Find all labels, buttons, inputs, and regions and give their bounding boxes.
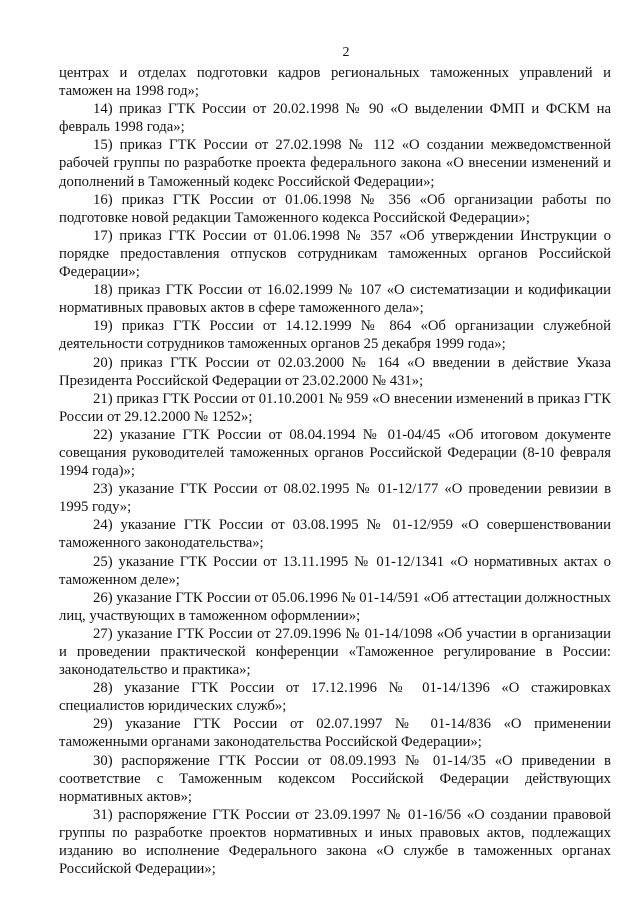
list-item-25: 25) указание ГТК России от 13.11.1995 № 01-12/1341 «О нормативных актах о таможенном деле»;: [59, 553, 611, 588]
document-body: [59, 64, 611, 878]
list-item-23: 23) указание ГТК России от 08.02.1995 № 01-12/177 «О проведении ревизии в 1995 году»;: [59, 481, 611, 516]
list-item-28: 28) указание ГТК России от 17.12.1996 № 01-14/1396 «О стажировках специалистов юридических служб»;: [59, 680, 611, 715]
list-item-26: 26) указание ГТК России от 05.06.1996 № 01-14/591 «Об аттестации должностных лиц, участвующих в таможенном оформлении»;: [59, 589, 611, 624]
list-item-24: 24) указание ГТК России от 03.08.1995 № 01-12/959 «О совершенствовании таможенного законодательства»;: [59, 517, 611, 552]
list-item-18: 18) приказ ГТК России от 16.02.1999 № 107 «О систематизации и кодификации нормативных правовых актов в сфере таможенного дела»;: [59, 282, 611, 317]
list-item-19: 19) приказ ГТК России от 14.12.1999 № 864 «Об организации служебной деятельности сотрудников таможенных органов 25 декабря 1999 года»;: [59, 318, 611, 353]
continuation-paragraph: центрах и отделах подготовки кадров региональных таможенных управлений и таможен на 1998 год»;: [59, 65, 611, 100]
page-number: 2: [342, 45, 350, 60]
list-item-27: 27) указание ГТК России от 27.09.1996 № 01-14/1098 «Об участии в организации и проведении практической конференции «Таможенное регулирование в России: законодательство и практика»;: [59, 625, 611, 679]
list-item-20: 20) приказ ГТК России от 02.03.2000 № 164 «О введении в действие Указа Президента Российской Федерации от 23.02.2000 № 431»;: [59, 354, 611, 389]
list-item-30: 30) распоряжение ГТК России от 08.09.1993 № 01-14/35 «О приведении в соответствие с Таможенным кодексом Российской Федерации действующих нормативных актов»;: [59, 752, 611, 805]
list-item-16: 16) приказ ГТК России от 01.06.1998 № 356 «Об организации работы по подготовке новой редакции Таможенного кодекса Российской Федерации»;: [59, 191, 611, 226]
list-item-14: 14) приказ ГТК России от 20.02.1998 № 90 «О выделении ФМП и ФСКМ на февраль 1998 года»;: [59, 101, 611, 136]
list-item-22: 22) указание ГТК России от 08.04.1994 № 01-04/45 «Об итоговом документе совещания руководителей таможенных органов Российской Федерации (8-10 февраля 1994 года)»;: [59, 426, 611, 480]
list-item-17: 17) приказ ГТК России от 01.06.1998 № 357 «Об утверждении Инструкции о порядке предоставления отпусков сотрудникам таможенных органов Российской Федерации»;: [59, 227, 611, 281]
list-item-21: 21) приказ ГТК России от 01.10.2001 № 959 «О внесении изменений в приказ ГТК России от 29.12.2000 № 1252»;: [59, 390, 611, 425]
list-item-31: 31) распоряжение ГТК России от 23.09.1997 № 01-16/56 «О создании правовой группы по разработке проектов нормативных и иных правовых актов, подлежащих изданию во исполнение Федерального закона «О службе в таможенных органах Российской Федерации»;: [59, 806, 611, 878]
list-item-15: 15) приказ ГТК России от 27.02.1998 № 112 «О создании межведомственной рабочей группы по разработке проекта федерального закона «О внесении изменений и дополнений в Таможенный кодекс Российской Федерации»;: [59, 137, 611, 190]
list-item-29: 29) указание ГТК России от 02.07.1997 № 01-14/836 «О применении таможенными органами законодательства Российской Федерации»;: [59, 716, 611, 751]
